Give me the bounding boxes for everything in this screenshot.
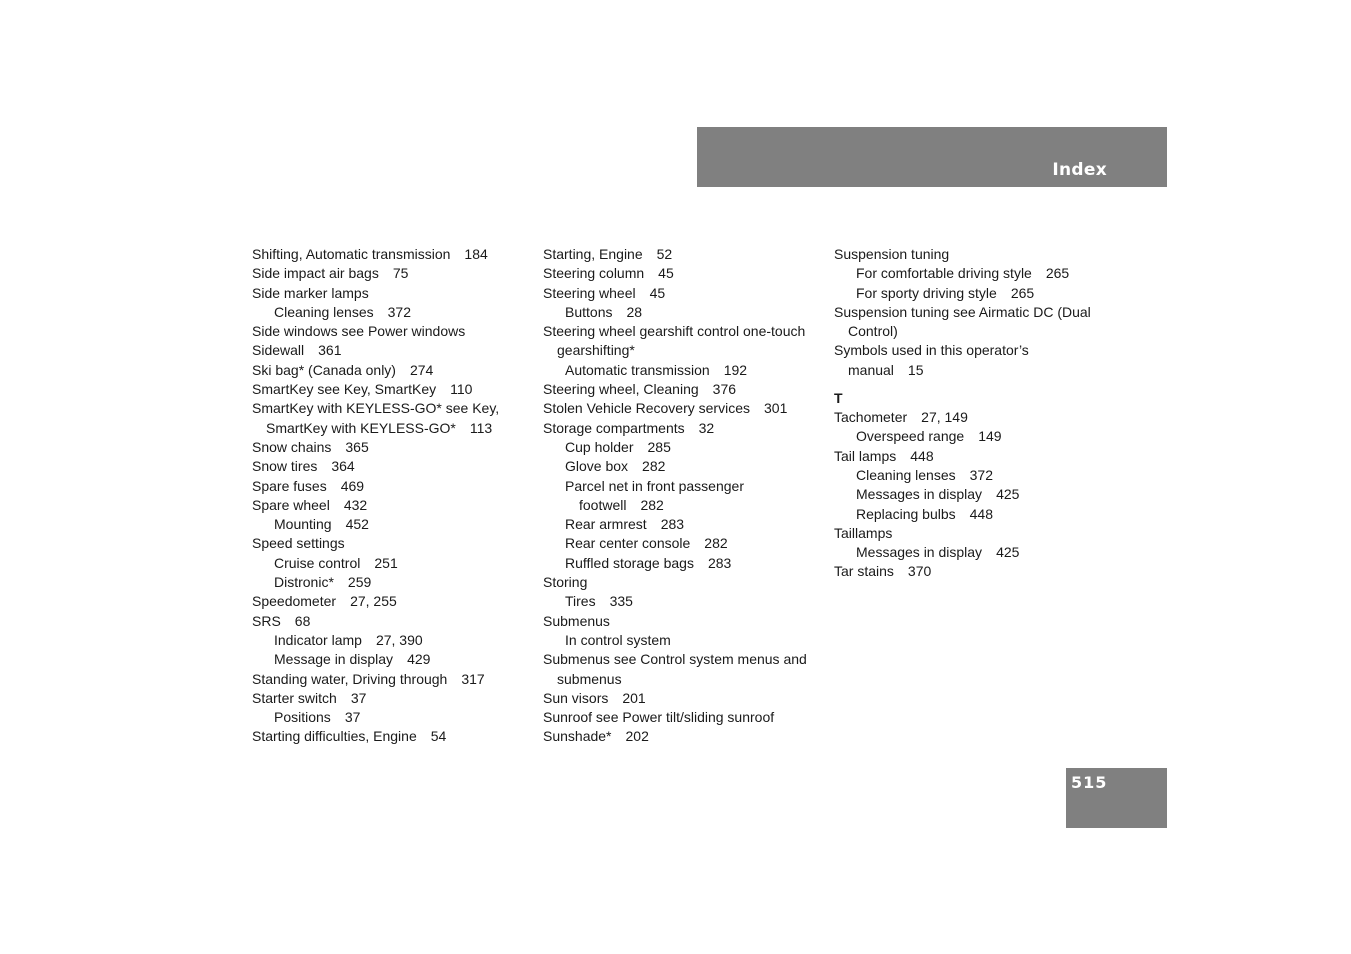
index-entry [834,303,1114,322]
entry-text: Messages in display [856,486,983,503]
index-entry [834,361,1114,380]
index-entry [834,562,1114,581]
index-subentry [834,543,1114,562]
index-entry [543,264,823,283]
entry-page-ref[interactable]: 282 [704,535,728,552]
entry-page-ref[interactable]: 37 [350,689,367,706]
entry-page-ref[interactable]: 201 [622,689,646,706]
index-subentry [252,573,527,592]
index-entry [834,341,1114,360]
entry-page-ref[interactable]: 27, 255 [350,593,397,610]
index-entry [543,670,823,689]
index-entry [252,438,527,457]
entry-text: Snow chains [252,438,332,455]
index-subentry [834,485,1114,504]
index-entry [543,245,823,264]
entry-text: Sun visors [543,689,609,706]
index-entry [834,408,1114,427]
index-entry [252,689,527,708]
entry-text: SmartKey see Key, SmartKey [252,381,437,398]
index-entry [834,245,1114,264]
entry-page-ref[interactable]: 265 [1010,284,1035,301]
entry-page-ref[interactable]: 27, 149 [921,409,968,426]
entry-text: Suspension tuning see Airmatic DC (Dual [834,303,1091,320]
index-subentry [252,303,527,322]
entry-text: Taillamps [834,524,893,541]
entry-text: Ski bag* (Canada only) [252,361,396,378]
index-entry [543,284,823,303]
index-entry [252,477,527,496]
entry-page-ref[interactable]: 282 [640,496,664,513]
entry-text: Indicator lamp [274,631,362,648]
entry-text: Positions [274,709,331,726]
entry-text: Shifting, Automatic transmission [252,246,451,262]
entry-text: Tail lamps [834,447,897,464]
entry-text: In control system [565,631,671,648]
entry-text: Submenus see Control system menus and [543,651,807,668]
entry-text: Side marker lamps [252,284,369,301]
entry-page-ref[interactable]: 376 [712,381,737,398]
entry-page-ref[interactable]: 425 [996,486,1020,503]
entry-text: Sunshade* [543,728,612,745]
entry-text: Suspension tuning [834,246,950,262]
index-entry [252,419,527,438]
entry-text: Side windows see Power windows [252,323,466,340]
index-subentry [252,631,527,650]
entry-text: Control) [848,323,898,340]
entry-text: Cruise control [274,554,361,571]
entry-page-ref[interactable]: 335 [609,593,633,610]
entry-page-ref[interactable]: 251 [374,554,398,571]
index-subentry [252,554,527,573]
index-entry [543,708,823,727]
index-subentry [543,631,823,650]
entry-page-ref[interactable]: 283 [707,554,732,571]
entry-text: gearshifting* [557,342,635,359]
index-entry [252,264,527,283]
entry-page-ref[interactable]: 282 [642,458,666,475]
entry-text: Tar stains [834,563,894,580]
index-entry [543,380,823,399]
index-subentry [543,303,823,322]
index-entry [543,341,823,360]
index-entry [543,689,823,708]
entry-page-ref[interactable]: 45 [658,265,674,282]
entry-page-ref[interactable]: 469 [340,477,365,494]
entry-text: Speedometer [252,593,337,610]
index-entry [543,399,823,418]
index-entry [543,419,823,438]
index-subentry [834,505,1114,524]
entry-page-ref[interactable]: 202 [625,728,649,745]
index-entry [252,245,527,264]
entry-text: submenus [557,670,622,687]
entry-page-ref[interactable]: 365 [345,438,369,455]
index-subentry [834,427,1114,446]
entry-page-ref[interactable]: 52 [656,246,673,262]
entry-text: Cleaning lenses [274,303,374,320]
entry-text: SRS [252,612,281,629]
index-entry [252,496,527,515]
entry-text: Submenus [543,612,610,629]
entry-page-ref[interactable]: 301 [764,400,788,417]
entry-page-ref[interactable]: 372 [969,466,993,483]
entry-page-ref[interactable]: 361 [318,342,342,359]
entry-text: Rear armrest [565,516,647,533]
entry-page-ref[interactable]: 113 [469,419,493,436]
entry-page-ref[interactable]: 28 [626,303,643,320]
index-entry [252,380,527,399]
entry-text: Tires [565,593,596,610]
index-entry [834,447,1114,466]
index-subentry [543,361,823,380]
entry-page-ref[interactable]: 149 [978,428,1002,445]
entry-page-ref[interactable]: 37 [344,709,361,726]
index-subentry [252,650,527,669]
entry-text: Symbols used in this operator’s [834,342,1029,359]
index-column-1 [252,245,527,747]
index-entry [543,612,823,631]
entry-text: Buttons [565,303,613,320]
index-column-3 [834,245,1114,582]
entry-text: Tachometer [834,409,908,426]
entry-page-ref[interactable]: 192 [723,361,748,378]
entry-text: Mounting [274,516,332,533]
entry-page-ref[interactable]: 432 [343,496,368,513]
entry-text: Glove box [565,458,629,475]
index-entry [252,341,527,360]
entry-text: Starting difficulties, Engine [252,728,417,745]
entry-text: Spare fuses [252,477,327,494]
entry-text: Snow tires [252,458,318,475]
entry-text: Messages in display [856,544,983,561]
entry-text: Rear center console [565,535,691,552]
index-entry [252,670,527,689]
index-entry [252,592,527,611]
index-subentry [543,438,823,457]
header-bar [697,127,1167,187]
entry-text: Parcel net in front passenger [565,477,744,494]
entry-text: For comfortable driving style [856,265,1032,282]
entry-text: Storing [543,574,588,591]
index-entry [252,399,527,418]
entry-page-ref[interactable]: 317 [461,670,485,687]
entry-text: Ruffled storage bags [565,554,694,571]
index-subentry [543,457,823,476]
entry-text: Message in display [274,651,394,668]
page-title: Index [1052,160,1107,180]
entry-page-ref[interactable]: 265 [1045,265,1070,282]
entry-page-ref[interactable]: 448 [910,447,934,464]
entry-page-ref[interactable]: 425 [996,544,1020,561]
entry-page-ref[interactable]: 259 [347,574,372,591]
entry-text: Stolen Vehicle Recovery services [543,400,750,417]
index-subentry [834,264,1114,283]
entry-text: Sunroof see Power tilt/sliding sunroof [543,709,775,726]
entry-text: Starting, Engine [543,246,643,262]
entry-page-ref[interactable]: 283 [660,516,685,533]
entry-text: Automatic transmission [565,361,710,378]
entry-page-ref[interactable]: 45 [649,284,666,301]
entry-text: Distronic* [274,574,334,591]
index-entry [543,727,823,746]
index-subentry [543,515,823,534]
entry-text: Steering wheel, Cleaning [543,381,699,398]
entry-text: For sporty driving style [856,284,997,301]
index-entry [252,361,527,380]
index-subentry [543,496,823,515]
entry-text: Speed settings [252,535,345,552]
entry-text: Standing water, Driving through [252,670,448,687]
index-subentry [543,592,823,611]
index-column-2 [543,245,823,747]
index-entry [543,650,823,669]
index-subentry [252,515,527,534]
entry-text: Replacing bulbs [856,505,956,522]
entry-text: SmartKey with KEYLESS-GO* see Key, [252,400,500,417]
index-entry [252,727,527,746]
index-entry [543,573,823,592]
page-number-tab [1066,768,1167,828]
entry-text: Storage compartments [543,419,685,436]
index-entry [252,457,527,476]
entry-text: Steering wheel [543,284,636,301]
entry-text: Overspeed range [856,428,965,445]
index-entry [543,322,823,341]
entry-page-ref[interactable]: 15 [907,361,924,378]
entry-page-ref[interactable]: 364 [331,458,355,475]
entry-page-ref[interactable]: 184 [464,246,488,262]
entry-page-ref[interactable]: 372 [387,303,411,320]
index-subentry [834,466,1114,485]
index-subentry [252,708,527,727]
entry-text: SmartKey with KEYLESS-GO* [266,419,456,436]
index-entry [252,284,527,303]
entry-page-ref[interactable]: 27, 390 [375,631,423,648]
entry-page-ref[interactable]: 429 [407,651,431,668]
entry-text: Sidewall [252,342,305,359]
entry-page-ref[interactable]: 274 [409,361,434,378]
entry-text: Side impact air bags [252,265,379,282]
entry-text: Steering column [543,265,645,282]
entry-page-ref[interactable]: 452 [345,516,369,533]
index-subentry [543,477,823,496]
section-letter: T [834,390,843,407]
index-entry [252,534,527,553]
entry-page-ref[interactable]: 285 [647,438,671,455]
entry-text: Spare wheel [252,496,330,513]
index-entry [252,612,527,631]
index-subentry [834,284,1114,303]
entry-page-ref[interactable]: 68 [294,612,311,629]
index-subentry [543,554,823,573]
index-entry [252,322,527,341]
index-subentry [543,534,823,553]
entry-page-ref[interactable]: 75 [392,265,409,282]
entry-text: Steering wheel gearshift control one-touch [543,323,806,340]
entry-text: Cleaning lenses [856,466,956,483]
index-entry [834,524,1114,543]
entry-page-ref[interactable]: 54 [430,728,447,745]
entry-page-ref[interactable]: 32 [698,419,715,436]
entry-text: footwell [579,496,627,513]
entry-page-ref[interactable]: 110 [450,381,473,398]
entry-text: manual [848,361,894,378]
entry-page-ref[interactable]: 370 [907,563,932,580]
entry-page-ref[interactable]: 448 [969,505,993,522]
entry-text: Starter switch [252,689,337,706]
index-entry [834,322,1114,341]
entry-text: Cup holder [565,438,634,455]
page-number: 515 [1071,773,1108,792]
